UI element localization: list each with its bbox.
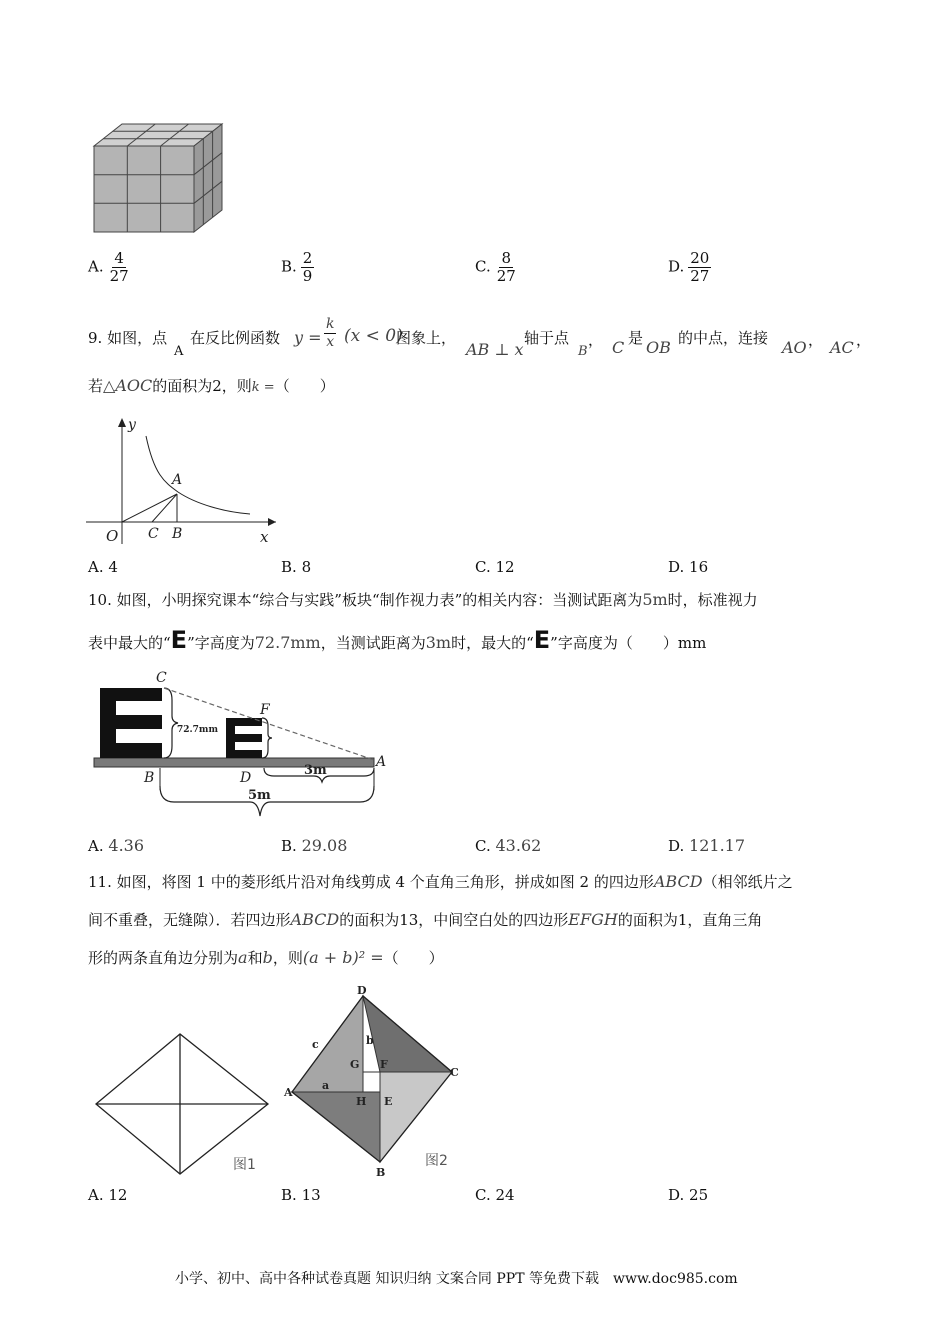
fraction: $\frac{2}{9}$ xyxy=(302,249,313,285)
label-a: a xyxy=(322,1079,330,1092)
q11-option-d[interactable]: D. 25 xyxy=(668,1186,709,1204)
q11-option-a[interactable]: A. 12 xyxy=(88,1186,128,1204)
q9-option-a[interactable]: A. 4 xyxy=(88,558,118,576)
label-A: A xyxy=(172,472,183,488)
q10-line2: 表中最大的“E”字高度为72.7mm，当测试距离为3m时，最大的“E”字高度为（ ）mm xyxy=(88,626,707,654)
q10-option-d[interactable]: D. 121.17 xyxy=(668,836,746,855)
q8-option-b[interactable]: B. $\frac{2}{9}$ xyxy=(281,249,313,285)
q10-option-a[interactable]: A. 4.36 xyxy=(88,836,145,855)
small-e-shape xyxy=(226,718,262,758)
page-footer: 小学、初中、高中各种试卷真题 知识归纳 文案合同 PPT 等免费下载 www.doc985.com xyxy=(175,1271,738,1287)
label-H: H xyxy=(356,1095,367,1108)
label-G: G xyxy=(350,1058,360,1071)
q11-option-c[interactable]: C. 24 xyxy=(475,1186,515,1204)
fraction: $\frac{8}{27}$ xyxy=(496,249,516,285)
label-c: c xyxy=(312,1038,319,1051)
q11-line3: 形的两条直角边分别为a和b，则(a + b)² =（ ） xyxy=(88,948,444,967)
e-glyph: E xyxy=(170,626,188,654)
label-B: B xyxy=(376,1166,386,1178)
q10-vision-chart-figure xyxy=(92,666,392,824)
label-3m: 3m xyxy=(304,763,327,778)
fig1-caption: 图1 xyxy=(233,1157,256,1173)
label-A: A xyxy=(284,1086,293,1099)
fraction: $\frac{4}{27}$ xyxy=(109,249,129,285)
q11-option-b[interactable]: B. 13 xyxy=(281,1186,321,1204)
label-y: y xyxy=(128,417,136,433)
q10-line1: 10. 如图，小明探究课本“综合与实践”板块“制作视力表”的相关内容：当测试距离为5m时，标准视力 xyxy=(88,590,758,609)
label-F: F xyxy=(260,702,270,718)
label-B: B xyxy=(144,770,155,786)
label-b: b xyxy=(366,1034,374,1047)
q8-option-d[interactable]: D. $\frac{20}{27}$ xyxy=(668,249,710,285)
q9-hyperbola-figure xyxy=(84,414,284,548)
big-e-shape xyxy=(100,688,162,758)
label-D: D xyxy=(357,986,367,997)
q9-option-c[interactable]: C. 12 xyxy=(475,558,515,576)
label-F: F xyxy=(380,1058,388,1071)
q9-option-b[interactable]: B. 8 xyxy=(281,558,312,576)
q8-option-c[interactable]: C. $\frac{8}{27}$ xyxy=(475,249,516,285)
q11-line2: 间不重叠，无缝隙）．若四边形ABCD的面积为13，中间空白处的四边形EFGH的面积为1，直角三角 xyxy=(88,910,763,929)
label-5m: 5m xyxy=(248,788,271,803)
e-glyph-2: E xyxy=(533,626,551,654)
cube-figure xyxy=(92,120,224,234)
q10-option-b[interactable]: B. 29.08 xyxy=(281,836,348,855)
q10-option-c[interactable]: C. 43.62 xyxy=(475,836,542,855)
fraction: $\frac{20}{27}$ xyxy=(690,249,710,285)
q9-option-d[interactable]: D. 16 xyxy=(668,558,709,576)
label-B: B xyxy=(172,526,183,542)
label-E: E xyxy=(384,1095,393,1108)
q11-line1: 11. 如图，将图 1 中的菱形纸片沿对角线剪成 4 个直角三角形，拼成如图 2 的四边形ABCD（相邻纸片之 xyxy=(88,872,793,891)
q8-option-a[interactable]: A. $\frac{4}{27}$ xyxy=(88,249,129,285)
label-C: C xyxy=(156,670,167,686)
label-C: C xyxy=(450,1066,459,1079)
q9-line2: 若△AOC的面积为2，则k =（ ） xyxy=(88,376,335,395)
label-A: A xyxy=(376,754,387,770)
k-over-x: $\frac{k}{x}$ xyxy=(326,316,335,350)
label-height: 72.7mm xyxy=(177,725,218,735)
fig2-caption: 图2 xyxy=(425,1153,448,1169)
label-x: x xyxy=(260,528,269,546)
label-O: O xyxy=(106,527,119,545)
label-C: C xyxy=(148,526,159,542)
label-D: D xyxy=(240,770,252,786)
